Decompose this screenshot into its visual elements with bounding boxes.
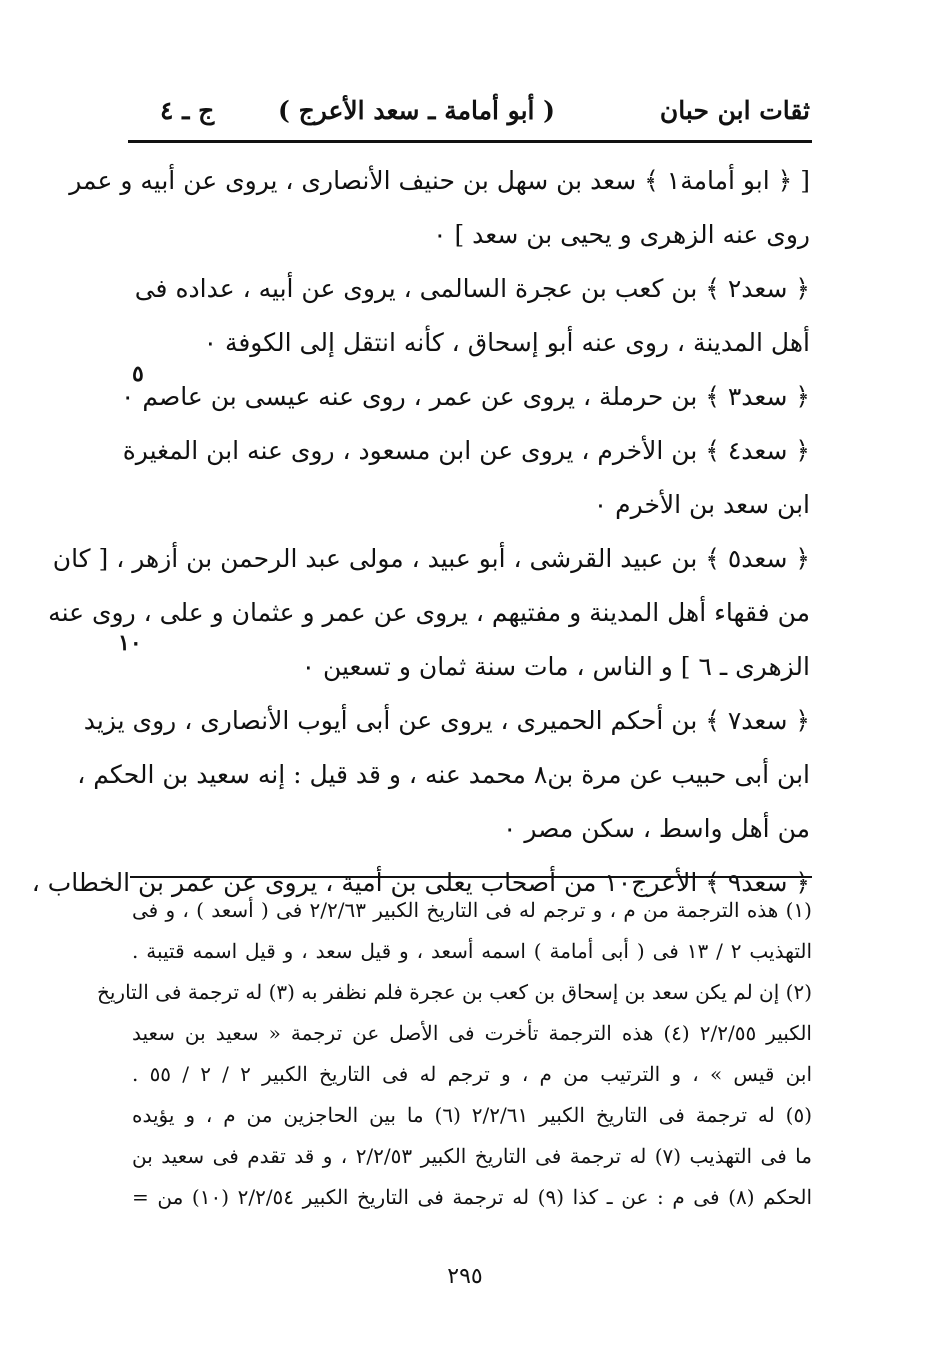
text-line: ﴿ سعد٧ ﴾ بن أحكم الحميرى ، يروى عن أبى أيوب الأنصارى ، روى يزيد: [83, 706, 810, 735]
footnote-line: ابن قيس » ، و الترتيب من م ، و ترجم له فى التاريخ الكبير ٢ / ٢ / ٥٥ .: [132, 1062, 813, 1086]
text-line: أهل المدينة ، روى عنه أبو إسحاق ، كأنه انتقل إلى الكوفة ٠: [203, 328, 810, 357]
text-line: ابن أبى حبيب عن مرة بن٨ محمد عنه ، و قد قيل : إنه سعيد بن الحكم ،: [77, 760, 810, 789]
text-line: من فقهاء أهل المدينة و مفتيهم ، يروى عن عمر و عثمان و على ، روى عنه: [48, 598, 810, 627]
footnotes: [96, 890, 813, 1218]
footnote-line: (١) هذه الترجمة من م ، و ترجم له فى التاريخ الكبير ٢/٢/٦٣ فى ( أسعد ) ، و فى: [132, 898, 812, 922]
volume-label: ج ـ ٤: [160, 96, 215, 125]
margin-line-number-10: ١٠: [118, 630, 142, 656]
text-line: ﴿ سعد٩ ﴾ الأعرج١٠ من أصحاب يعلى بن أمية ، يروى عن عمر بن الخطاب ،: [31, 868, 810, 897]
footnote-line: ما فى التهذيب (٧) له ترجمة فى التاريخ الكبير ٢/٢/٥٣ ، و قد تقدم فى سعيد بن: [132, 1144, 812, 1168]
header-rule: [128, 140, 812, 143]
running-header: [130, 88, 810, 138]
footnote-line: الحكم (٨) فى م : عن ـ كذا (٩) له ترجمة فى التاريخ الكبير ٢/٢/٥٤ (١٠) من =: [132, 1185, 813, 1209]
margin-line-number-5: ٥: [132, 361, 144, 387]
text-line: روى عنه الزهرى و يحيى بن سعد ] ٠: [433, 220, 810, 249]
text-line: ابن سعد بن الأخرم ٠: [593, 490, 810, 519]
footnote-line: (٥) له ترجمة فى التاريخ الكبير ٢/٢/٦١ (٦) ما بين الحاجزين من م ، و يؤيده: [132, 1103, 812, 1127]
page-number: ٢٩٥: [447, 1264, 483, 1289]
main-text: [31, 154, 810, 910]
text-line: ﴿ سعد٣ ﴾ بن حرملة ، يروى عن عمر ، روى عنه عيسى بن عاصم ٠: [120, 382, 810, 411]
text-line: ﴿ سعد٢ ﴾ بن كعب بن عجرة السالمى ، يروى عن أبيه ، عداده فى: [134, 274, 810, 303]
book-title: ثقات ابن حبان: [659, 96, 810, 125]
text-line: من أهل واسط ، سكن مصر ٠: [502, 814, 810, 843]
text-line: ﴿ سعد٤ ﴾ بن الأخرم ، يروى عن ابن مسعود ، روى عنه ابن المغيرة: [122, 436, 810, 465]
text-line: الزهرى ـ ٦ ] و الناس ، مات سنة ثمان و تسعين ٠: [301, 652, 810, 681]
section-title: ( أبو أمامة ـ سعد الأعرج ): [278, 96, 555, 125]
text-line: ﴿ سعد٥ ﴾ بن عبيد القرشى ، أبو عبيد ، مولى عبد الرحمن بن أزهر ، [ كان: [52, 544, 810, 573]
footnote-line: (٢) إن لم يكن سعد بن إسحاق بن كعب بن عجرة فلم نظفر به (٣) له ترجمة فى التاريخ: [96, 980, 812, 1004]
footnote-line: الكبير ٢/٢/٥٥ (٤) هذه الترجمة تأخرت فى الأصل عن ترجمة « سعيد بن سعيد: [132, 1021, 812, 1045]
footnote-rule: [130, 876, 812, 878]
text-line: [ ﴿ ابو أمامة١ ﴾ سعد بن سهل بن حنيف الأنصارى ، يروى عن أبيه و عمر: [69, 166, 810, 195]
footnote-line: التهذيب ٢ / ١٣ فى ( أبى أمامة ) اسمه أسعد ، و قيل سعد ، و قيل اسمه قتيبة .: [132, 939, 813, 963]
